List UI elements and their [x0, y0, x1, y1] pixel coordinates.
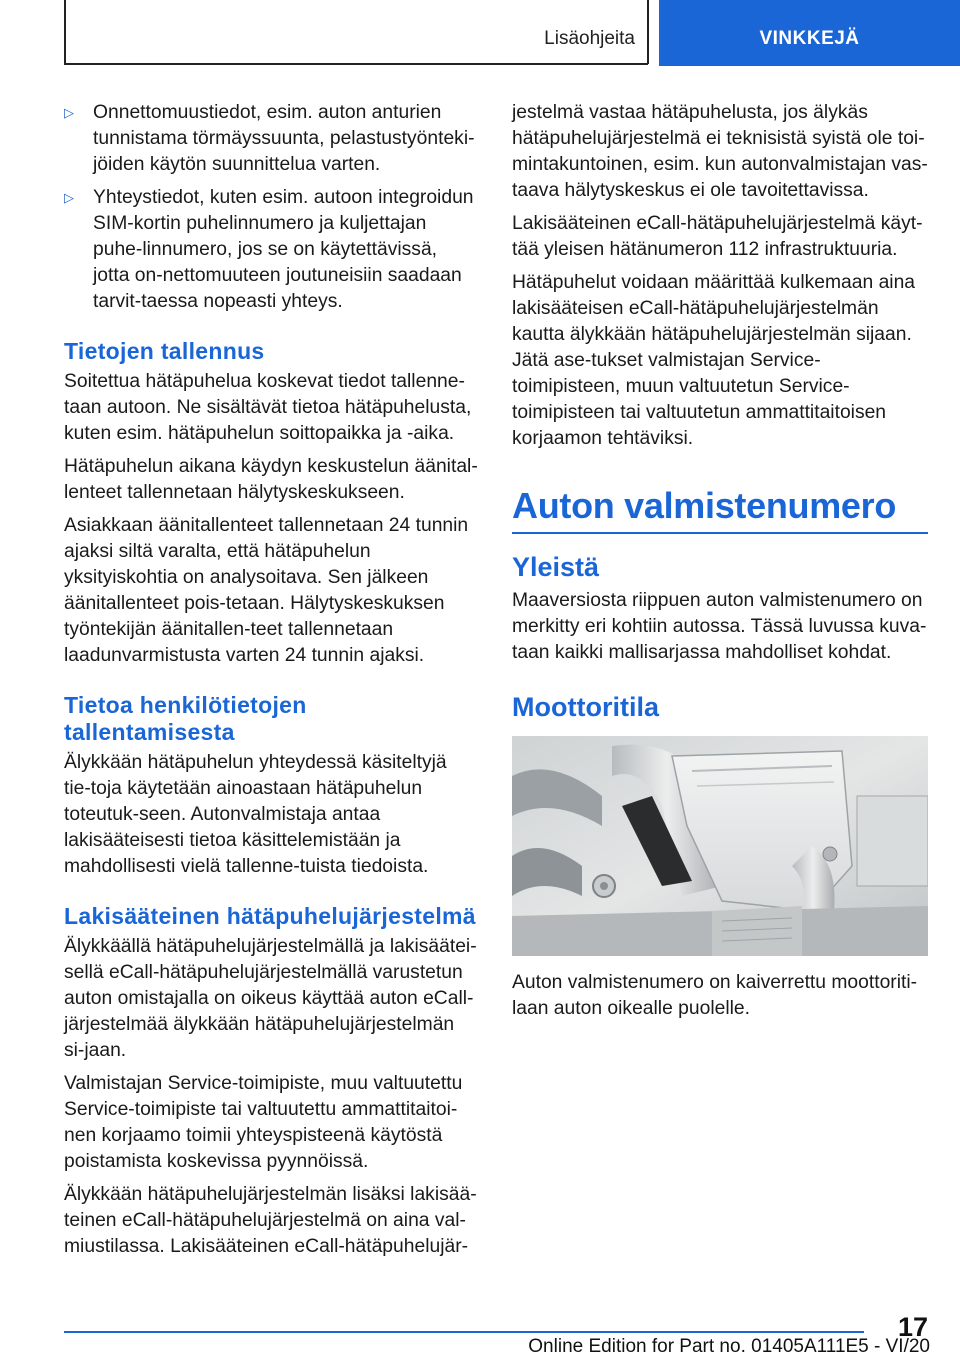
- paragraph: Hätäpuhelut voidaan määrittää kulkemaan aina lakisääteisen eCall-hätäpuhelujärjestelmän kautta älykkään hätäpuhelujärjestelmän sijaan. Jätä ase-tukset valmistajan Service-toimipisteen, muun valtuutetun Service-toimipisteen tai valtuutetun ammattitaitoisen korjaamon tehtäviksi.: [512, 272, 916, 449]
- engine-bay-photo: [512, 736, 928, 956]
- section-heading: Tietoa henkilötietojen tallentamisesta: [64, 692, 307, 745]
- left-column: [64, 100, 478, 1267]
- triangle-bullet-icon: ▷: [64, 190, 74, 205]
- triangle-bullet-icon: ▷: [64, 105, 74, 120]
- paragraph: Lakisääteinen eCall-hätäpuhelujärjestelmä käyt-tää yleisen hätänumeron 112 infrastruktuuria.: [512, 213, 923, 260]
- paragraph: Älykkään hätäpuhelun yhteydessä käsiteltyjä tie-toja käytetään ainoastaan hätäpuhelun toteutuk-seen. Autonvalmistaja antaa lakisääteisesti tietoa käsittelemistään ja mahdollisesti vielä tallenne-tuista tiedoista.: [64, 752, 447, 877]
- section-heading: Lakisääteinen hätäpuhelujärjestelmä: [64, 903, 476, 929]
- bullet-text: Yhteystiedot, kuten esim. autoon integroidun SIM-kortin puhelinnumero ja kuljettajan puhe-linnumero, jos se on käytettävissä, jotta on-nettomuuteen joutuneisiin saadaan tarvit-taessa nopeasti yhteys.: [93, 187, 474, 312]
- right-column: [512, 100, 928, 1029]
- header-left-border: [64, 0, 66, 64]
- paragraph: jestelmä vastaa hätäpuhelusta, jos älykäs hätäpuhelujärjestelmä ei teknisistä syistä ole toi-mintakuntoinen, esim. kun autonvalmistajan vas-taava hälytyskeskus ei ole tavoitettavissa.: [512, 102, 928, 201]
- paragraph: Asiakkaan äänitallenteet tallennetaan 24 tunnin ajaksi siltä varalta, että hätäpuhelun yksityiskohtia on analysoitava. Sen jälkeen äänitallenteet pois-tetaan. Hälytyskeskuksen työntekijän äänitallen-teet tallennetaan laadunvarmistusta varten 24 tunnin ajaksi.: [64, 515, 469, 666]
- subsection-heading: Yleistä: [512, 552, 600, 582]
- heading-underline: [512, 532, 928, 534]
- bullet-item: [64, 100, 478, 178]
- paragraph: Älykkään hätäpuhelujärjestelmän lisäksi lakisää-teinen eCall-hätäpuhelujärjestelmä on aina val-miustilassa. Lakisääteinen eCall-hätäpuhelujär-: [64, 1184, 477, 1257]
- chapter-heading: Auton valmistenumero: [512, 485, 897, 526]
- paragraph: Soitettua hätäpuhelua koskevat tiedot tallenne-taan autoon. Ne sisältävät tietoa hätäpuhelusta, kuten esim. hätäpuhelun soittopaikka ja -aika.: [64, 371, 472, 444]
- header-section-title: Lisäohjeita: [544, 28, 635, 49]
- paragraph: Hätäpuhelun aikana käydyn keskustelun äänital-lenteet tallennetaan hälytyskeskukseen.: [64, 456, 478, 503]
- paragraph: Maaversiosta riippuen auton valmistenumero on merkitty eri kohtiin autossa. Tässä luvussa kuva-taan kaikki mallisarjassa mahdolliset kohdat.: [512, 590, 927, 663]
- footer-edition-text: Online Edition for Part no. 01405A111E5 - VI/20: [528, 1336, 930, 1357]
- header-chapter-tab[interactable]: [659, 0, 960, 66]
- header-right-border: [647, 0, 649, 64]
- paragraph: Valmistajan Service-toimipiste, muu valtuutettu Service-toimipiste tai valtuutettu ammattitaitoi-nen korjaamo toimii yhteyspisteenä käytöstä poistamista koskevissa pyynnöissä.: [64, 1073, 463, 1172]
- bullet-item: [64, 185, 478, 315]
- header-bottom-border: [64, 63, 648, 65]
- page-number: 17: [897, 1312, 928, 1342]
- paragraph: Älykkäällä hätäpuhelujärjestelmällä ja lakisäätei-sellä eCall-hätäpuhelujärjestelmällä varustetun auton omistajalla on oikeus käyttää auton eCall-järjestelmää älykkään hätäpuhelujärjestelmän si-jaan.: [64, 936, 477, 1061]
- header-chapter-label: VINKKEJÄ: [759, 28, 860, 49]
- section-heading: Tietojen tallennus: [64, 338, 265, 364]
- bullet-text: Onnettomuustiedot, esim. auton anturien tunnistama törmäyssuunta, pelastustyönteki-jöiden käytön suunnittelua varten.: [93, 102, 475, 175]
- image-caption: Auton valmistenumero on kaiverrettu moottoriti-laan auton oikealle puolelle.: [512, 972, 918, 1019]
- subsection-heading: Moottoritila: [512, 692, 659, 722]
- footer-rule: [64, 1331, 864, 1333]
